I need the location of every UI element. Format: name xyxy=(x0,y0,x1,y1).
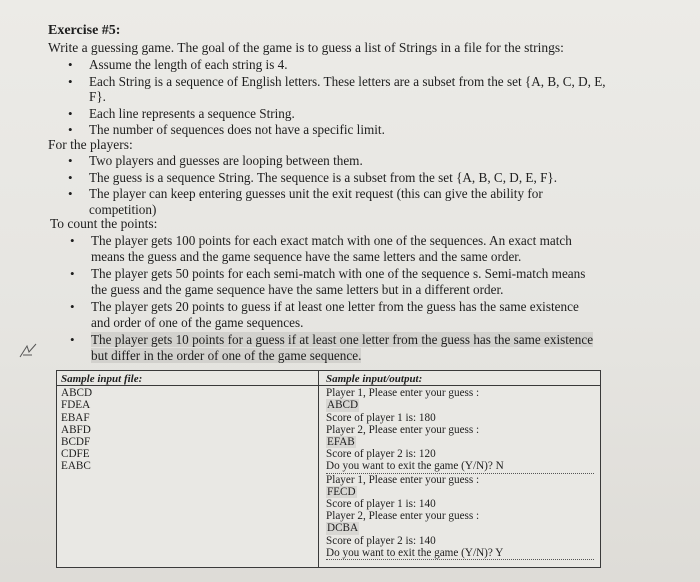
list-item: • Each line represents a sequence String. xyxy=(68,105,295,121)
sample-input-column xyxy=(57,371,319,567)
guess-entry: ABCD xyxy=(327,399,359,412)
sample-output-header: Sample input/output: xyxy=(326,373,423,385)
exit-prompt-line: Do you want to exit the game (Y/N)? N xyxy=(326,460,594,473)
exercise-intro: Write a guessing game. The goal of the game is to guess a list of Strings in a file for the strings: xyxy=(48,40,564,55)
bullet-icon: • xyxy=(70,233,75,248)
bullet-icon: • xyxy=(68,186,73,201)
output-line: Player 2, Please enter your guess : xyxy=(326,423,480,436)
guess-entry: DCBA xyxy=(327,522,359,535)
exit-prompt-line: Do you want to exit the game (Y/N)? Y xyxy=(326,547,594,560)
input-line: ABFD xyxy=(61,423,91,436)
output-line: Score of player 2 is: 120 xyxy=(326,448,436,461)
guess-entry: FECD xyxy=(327,485,356,498)
sample-output-column xyxy=(320,371,600,567)
list-item xyxy=(70,332,600,363)
pen-annotation-icon xyxy=(18,342,40,360)
input-line: EABC xyxy=(61,460,91,473)
bullet-icon: • xyxy=(68,105,73,121)
input-line: ABCD xyxy=(61,387,93,400)
bullet-icon: • xyxy=(68,153,73,168)
list-item: • The number of sequences does not have a specific limit. xyxy=(68,122,385,137)
output-line: Player 1, Please enter your guess : xyxy=(326,387,480,400)
input-line: EBAF xyxy=(61,411,90,424)
output-line: Score of player 2 is: 140 xyxy=(326,534,436,547)
list-item: • Assume the length of each string is 4. xyxy=(68,57,288,72)
bullet-icon: • xyxy=(68,122,73,137)
output-line: Player 2, Please enter your guess : xyxy=(326,510,480,523)
list-item: • Each String is a sequence of English letters. These letters are a subset from the set {A, B, C, D, E, F}. xyxy=(68,73,606,104)
bullet-icon: • xyxy=(70,332,75,347)
input-line: FDEA xyxy=(61,399,91,412)
list-item: • The player gets 20 points to guess if at least one letter from the guess has the same existence and order of one of the game sequences. xyxy=(70,299,579,330)
points-rules-list xyxy=(70,233,600,364)
input-line: CDFE xyxy=(61,448,90,461)
bullet-icon: • xyxy=(70,299,75,314)
list-item: • The player can keep entering guesses unit the exit request (this can give the ability for competition) xyxy=(68,186,543,217)
players-heading: For the players: xyxy=(48,137,133,152)
output-line: Score of player 1 is: 140 xyxy=(326,498,436,511)
points-heading: To count the points: xyxy=(50,216,158,231)
output-line: Score of player 1 is: 180 xyxy=(326,411,436,424)
list-item: • Two players and guesses are looping between them. xyxy=(68,153,363,168)
sample-input-header: Sample input file: xyxy=(61,373,143,385)
string-rules-list xyxy=(68,57,608,139)
bullet-icon: • xyxy=(68,169,73,185)
input-line: BCDF xyxy=(61,436,91,449)
guess-entry: EFAB xyxy=(327,436,355,449)
list-item: • The guess is a sequence String. The sequence is a subset from the set {A, B, C, D, E, F}. xyxy=(68,169,558,185)
output-line: Player 1, Please enter your guess : xyxy=(326,473,480,486)
bullet-icon: • xyxy=(68,57,73,72)
highlighted-text: The player gets 10 points for a guess if at least one letter from the guess has the same existence but differ in the order of one of the game sequence. xyxy=(91,332,594,363)
list-item: • The player gets 50 points for each semi-match with one of the sequence s. Semi-match means the guess and the game sequence have the same letters but in a different order. xyxy=(70,266,586,297)
player-rules-list xyxy=(68,153,598,218)
sample-table xyxy=(56,370,601,568)
exercise-title: Exercise #5: xyxy=(48,23,121,38)
bullet-icon: • xyxy=(70,266,75,281)
list-item: • The player gets 100 points for each exact match with one of the sequences. An exact match means the guess and the game sequence have the same letters and the same order. xyxy=(70,233,572,264)
bullet-icon: • xyxy=(68,73,73,89)
